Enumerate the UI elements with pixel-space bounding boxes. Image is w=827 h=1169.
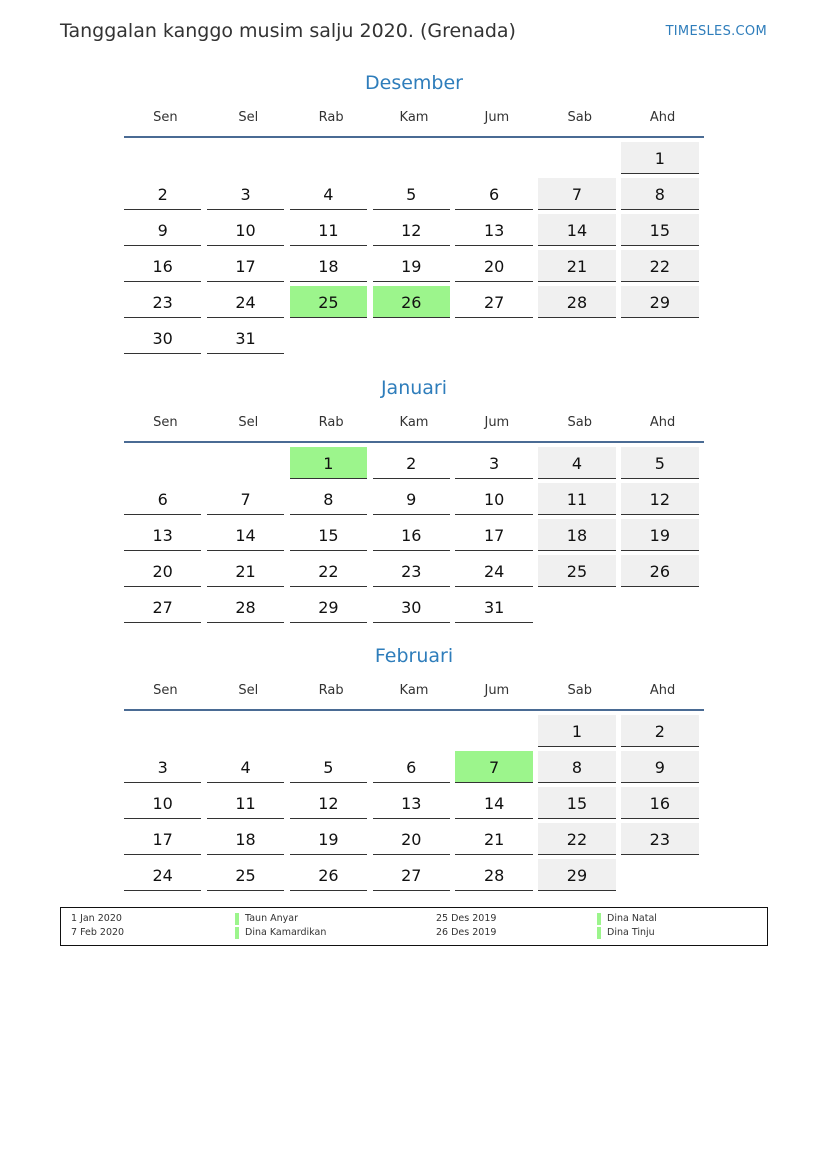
day-cell: 10 <box>207 214 284 246</box>
day-cell: 16 <box>373 519 450 551</box>
day-cell: 9 <box>124 214 201 246</box>
empty-cell <box>207 715 284 747</box>
weekday-label: Rab <box>318 683 344 698</box>
day-cell: 6 <box>373 751 450 783</box>
day-cell: 8 <box>290 483 367 515</box>
day-cell: 21 <box>455 823 532 855</box>
day-cell: 4 <box>207 751 284 783</box>
week-row <box>124 823 704 859</box>
day-cell: 4 <box>538 447 615 479</box>
day-cell: 30 <box>124 322 201 354</box>
day-cell: 12 <box>621 483 698 515</box>
day-cell: 24 <box>455 555 532 587</box>
day-cell: 4 <box>290 178 367 210</box>
day-cell: 19 <box>290 823 367 855</box>
week-row <box>124 751 704 787</box>
weekday-label: Jum <box>484 683 510 698</box>
day-cell: 18 <box>290 250 367 282</box>
day-cell: 21 <box>207 555 284 587</box>
month-januari <box>124 373 704 627</box>
day-cell: 26 <box>621 555 698 587</box>
day-cell: 30 <box>373 591 450 623</box>
brand-link[interactable]: TIMESLES.COM <box>665 24 767 39</box>
day-cell: 12 <box>290 787 367 819</box>
week-row <box>124 519 704 555</box>
week-row <box>124 178 704 214</box>
day-cell: 28 <box>538 286 615 318</box>
day-cell: 14 <box>455 787 532 819</box>
week-row <box>124 859 704 895</box>
day-cell: 24 <box>207 286 284 318</box>
weekday-header <box>124 671 704 711</box>
day-cell: 31 <box>207 322 284 354</box>
day-cell: 24 <box>124 859 201 891</box>
day-cell: 11 <box>538 483 615 515</box>
week-row <box>124 787 704 823</box>
day-cell: 29 <box>290 591 367 623</box>
day-cell: 23 <box>124 286 201 318</box>
empty-cell <box>373 715 450 747</box>
weekday-label: Sel <box>238 683 259 698</box>
week-row <box>124 555 704 591</box>
weekday-label: Jum <box>484 110 510 125</box>
holiday-legend <box>60 907 768 946</box>
month-grid <box>124 138 704 358</box>
weekday-label: Sel <box>238 110 259 125</box>
day-cell: 3 <box>124 751 201 783</box>
day-cell: 13 <box>455 214 532 246</box>
day-cell: 22 <box>621 250 698 282</box>
week-row <box>124 483 704 519</box>
empty-cell <box>455 322 532 354</box>
day-cell: 27 <box>373 859 450 891</box>
empty-cell <box>124 142 201 174</box>
day-cell: 11 <box>290 214 367 246</box>
legend-holiday-name: Taun Anyar <box>235 913 298 925</box>
weekday-label: Sab <box>567 415 592 430</box>
week-row <box>124 142 704 178</box>
day-cell: 9 <box>621 751 698 783</box>
month-grid <box>124 711 704 895</box>
week-row <box>124 214 704 250</box>
empty-cell <box>373 322 450 354</box>
empty-cell <box>290 142 367 174</box>
weekday-label: Rab <box>318 415 344 430</box>
empty-cell <box>124 447 201 479</box>
day-cell: 15 <box>290 519 367 551</box>
day-cell: 2 <box>621 715 698 747</box>
day-cell: 23 <box>621 823 698 855</box>
day-cell: 6 <box>124 483 201 515</box>
empty-cell <box>538 142 615 174</box>
day-cell: 7 <box>207 483 284 515</box>
weekday-label: Kam <box>399 110 429 125</box>
legend-date: 7 Feb 2020 <box>71 927 125 938</box>
day-cell: 8 <box>538 751 615 783</box>
empty-cell <box>538 591 615 623</box>
legend-date: 25 Des 2019 <box>436 913 497 924</box>
day-cell: 1 <box>290 447 367 479</box>
day-cell: 21 <box>538 250 615 282</box>
day-cell: 27 <box>455 286 532 318</box>
day-cell: 10 <box>124 787 201 819</box>
day-cell: 1 <box>621 142 698 174</box>
day-cell: 9 <box>373 483 450 515</box>
legend-holiday-name: Dina Kamardikan <box>235 927 326 939</box>
day-cell: 16 <box>124 250 201 282</box>
day-cell: 19 <box>373 250 450 282</box>
month-februari <box>124 641 704 895</box>
day-cell: 20 <box>455 250 532 282</box>
day-cell: 25 <box>538 555 615 587</box>
legend-date: 26 Des 2019 <box>436 927 497 938</box>
weekday-label: Jum <box>484 415 510 430</box>
month-title: Desember <box>365 72 463 94</box>
weekday-label: Kam <box>399 415 429 430</box>
empty-cell <box>373 142 450 174</box>
weekday-label: Rab <box>318 110 344 125</box>
day-cell: 10 <box>455 483 532 515</box>
weekday-label: Sab <box>567 110 592 125</box>
day-cell: 31 <box>455 591 532 623</box>
empty-cell <box>455 142 532 174</box>
day-cell: 5 <box>373 178 450 210</box>
day-cell: 26 <box>290 859 367 891</box>
weekday-label: Ahd <box>649 415 676 430</box>
week-row <box>124 591 704 627</box>
day-cell: 18 <box>538 519 615 551</box>
day-cell: 29 <box>621 286 698 318</box>
day-cell: 1 <box>538 715 615 747</box>
day-cell: 29 <box>538 859 615 891</box>
weekday-header <box>124 403 704 443</box>
month-grid <box>124 443 704 627</box>
empty-cell <box>290 715 367 747</box>
day-cell: 13 <box>124 519 201 551</box>
week-row <box>124 447 704 483</box>
day-cell: 14 <box>207 519 284 551</box>
weekday-label: Sen <box>153 110 178 125</box>
day-cell: 5 <box>290 751 367 783</box>
day-cell: 28 <box>207 591 284 623</box>
month-desember <box>124 68 704 358</box>
weekday-label: Sel <box>238 415 259 430</box>
day-cell: 16 <box>621 787 698 819</box>
day-cell: 2 <box>124 178 201 210</box>
day-cell: 23 <box>373 555 450 587</box>
day-cell: 5 <box>621 447 698 479</box>
weekday-label: Sab <box>567 683 592 698</box>
day-cell: 17 <box>455 519 532 551</box>
day-cell: 15 <box>621 214 698 246</box>
empty-cell <box>124 715 201 747</box>
empty-cell <box>538 322 615 354</box>
empty-cell <box>207 142 284 174</box>
empty-cell <box>207 447 284 479</box>
day-cell: 19 <box>621 519 698 551</box>
week-row <box>124 322 704 358</box>
day-cell: 11 <box>207 787 284 819</box>
empty-cell <box>621 591 698 623</box>
day-cell: 26 <box>373 286 450 318</box>
day-cell: 12 <box>373 214 450 246</box>
day-cell: 25 <box>290 286 367 318</box>
day-cell: 17 <box>207 250 284 282</box>
day-cell: 22 <box>538 823 615 855</box>
week-row <box>124 286 704 322</box>
day-cell: 14 <box>538 214 615 246</box>
weekday-label: Kam <box>399 683 429 698</box>
page-title: Tanggalan kanggo musim salju 2020. (Grenada) <box>60 20 516 42</box>
day-cell: 20 <box>373 823 450 855</box>
day-cell: 7 <box>538 178 615 210</box>
empty-cell <box>290 322 367 354</box>
legend-holiday-name: Dina Natal <box>597 913 657 925</box>
week-row <box>124 250 704 286</box>
weekday-label: Ahd <box>649 110 676 125</box>
day-cell: 27 <box>124 591 201 623</box>
day-cell: 3 <box>207 178 284 210</box>
day-cell: 25 <box>207 859 284 891</box>
day-cell: 3 <box>455 447 532 479</box>
month-title: Februari <box>374 645 454 667</box>
day-cell: 15 <box>538 787 615 819</box>
day-cell: 13 <box>373 787 450 819</box>
day-cell: 18 <box>207 823 284 855</box>
day-cell: 28 <box>455 859 532 891</box>
day-cell: 20 <box>124 555 201 587</box>
week-row <box>124 715 704 751</box>
weekday-label: Ahd <box>649 683 676 698</box>
day-cell: 6 <box>455 178 532 210</box>
day-cell: 17 <box>124 823 201 855</box>
weekday-header <box>124 98 704 138</box>
day-cell: 22 <box>290 555 367 587</box>
day-cell: 7 <box>455 751 532 783</box>
empty-cell <box>621 322 698 354</box>
legend-date: 1 Jan 2020 <box>71 913 122 924</box>
weekday-label: Sen <box>153 683 178 698</box>
empty-cell <box>621 859 698 891</box>
empty-cell <box>455 715 532 747</box>
weekday-label: Sen <box>153 415 178 430</box>
day-cell: 8 <box>621 178 698 210</box>
legend-holiday-name: Dina Tinju <box>597 927 655 939</box>
month-title: Januari <box>380 377 448 399</box>
day-cell: 2 <box>373 447 450 479</box>
